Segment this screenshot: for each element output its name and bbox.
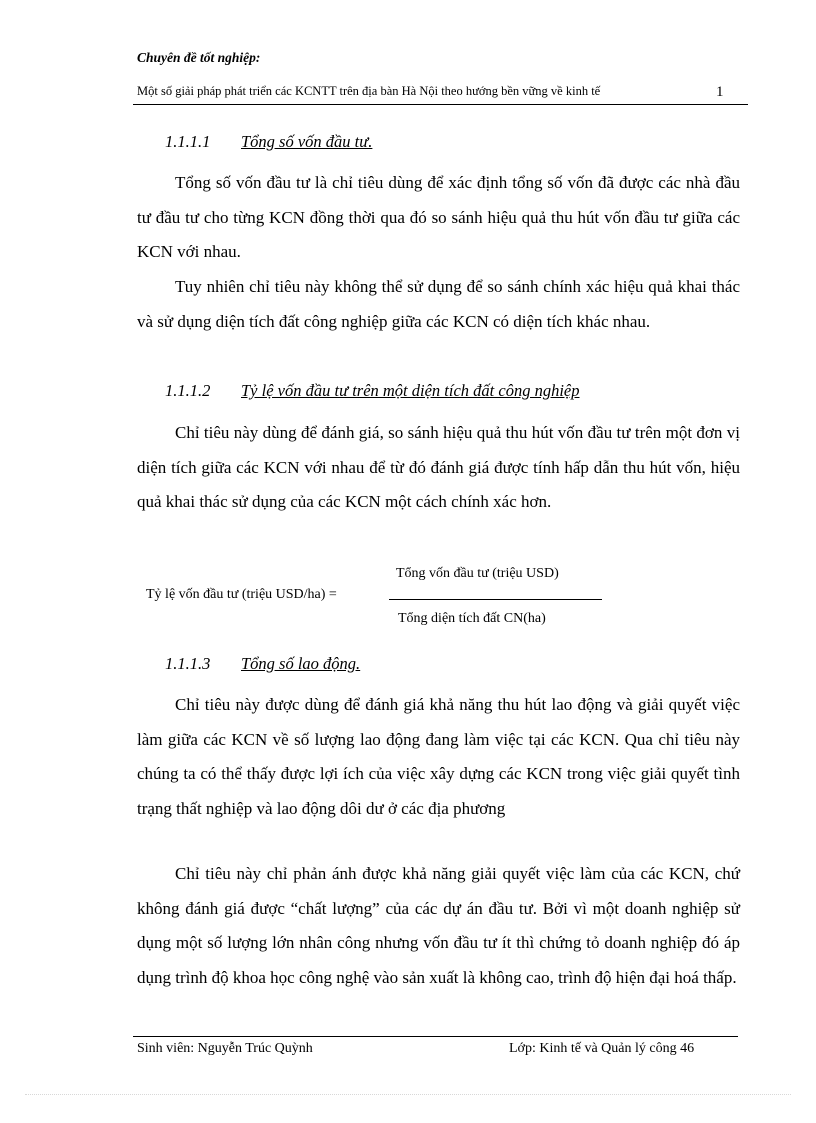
- paragraph: Tổng số vốn đầu tư là chỉ tiêu dùng để xác định tổng số vốn đã được các nhà đầu tư đầu tư cho từng KCN đồng thời qua đó so sánh hiệu quả thu hút vốn đầu tư giữa các KCN với nhau.: [137, 173, 740, 261]
- section-number: 1.1.1.1: [165, 132, 211, 151]
- header-subtitle: Một số giải pháp phát triển các KCNTT trên địa bàn Hà Nội theo hướng bền vững về kinh tế: [137, 84, 601, 98]
- page-edge: [25, 1094, 791, 1095]
- header-rule: [133, 104, 748, 105]
- paragraph: Chỉ tiêu này chỉ phản ánh được khả năng giải quyết việc làm của các KCN, chứ không đánh giá được “chất lượng” của các dự án đầu tư. Bởi vì một doanh nghiệp sử dụng một số lượng lớn nhân công nhưng vốn đầu tư ít thì chứng tỏ doanh nghiệp đó áp dụng trình độ khoa học công nghệ vào sản xuất là không cao, trình độ hiện đại hoá thấp.: [137, 864, 740, 987]
- formula-numerator: Tổng vốn đầu tư (triệu USD): [396, 566, 559, 581]
- section-heading-2: [165, 381, 579, 401]
- formula-denominator: Tổng diện tích đất CN(ha): [398, 611, 546, 626]
- section-title: Tỷ lệ vốn đầu tư trên một diện tích đất công nghiệp: [241, 381, 580, 400]
- section-title: Tổng số lao động.: [241, 654, 361, 673]
- section-number: 1.1.1.3: [165, 654, 211, 673]
- paragraph: Chỉ tiêu này được dùng để đánh giá khả năng thu hút lao động và giải quyết việc làm giữa các KCN về số lượng lao động đang làm việc tại các KCN. Qua chỉ tiêu này chúng ta có thể thấy được lợi ích của việc xây dựng các KCN trong việc giải quyết tình trạng thất nghiệp và lao động dôi dư ở các địa phương: [137, 695, 740, 818]
- fraction-bar: [389, 599, 602, 600]
- formula-label: Tỷ lệ vốn đầu tư (triệu USD/ha) =: [146, 587, 337, 602]
- page-number: 1: [716, 84, 724, 100]
- paragraph: Tuy nhiên chỉ tiêu này không thể sử dụng để so sánh chính xác hiệu quả khai thác và sử dụng diện tích đất công nghiệp giữa các KCN có diện tích khác nhau.: [137, 277, 740, 331]
- section-title: Tổng số vốn đầu tư.: [241, 132, 373, 151]
- paragraph: Chỉ tiêu này dùng để đánh giá, so sánh hiệu quả thu hút vốn đầu tư trên một đơn vị diện tích giữa các KCN với nhau để từ đó đánh giá được tính hấp dẫn thu hút vốn, hiệu quả khai thác sử dụng của các KCN một cách chính xác hơn.: [137, 423, 740, 511]
- footer-rule: [133, 1036, 738, 1037]
- section-heading-3: [165, 654, 360, 674]
- section-number: 1.1.1.2: [165, 381, 211, 400]
- header-title: Chuyên đề tốt nghiệp:: [137, 50, 261, 65]
- section-heading-1: [165, 132, 372, 152]
- footer-student: Sinh viên: Nguyễn Trúc Quỳnh: [137, 1041, 313, 1056]
- footer-class: Lớp: Kinh tế và Quản lý công 46: [509, 1041, 695, 1056]
